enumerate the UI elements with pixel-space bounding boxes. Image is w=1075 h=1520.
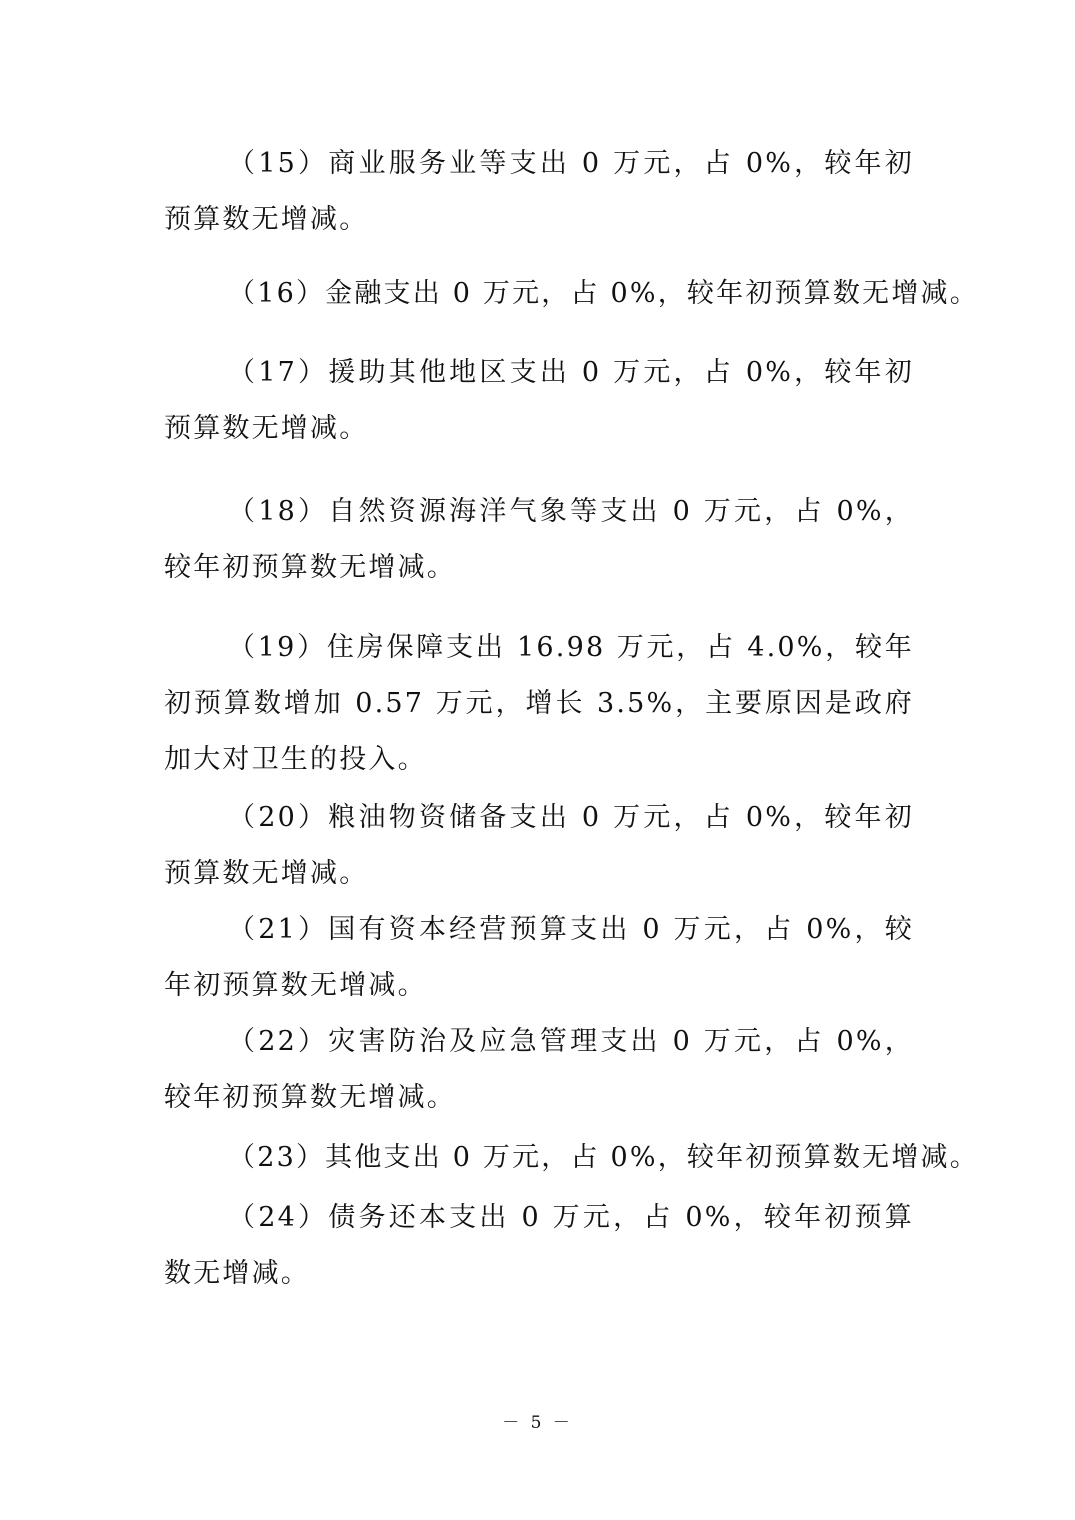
paragraph-17: （17）援助其他地区支出 0 万元，占 0%，较年初预算数无增减。 bbox=[164, 357, 914, 444]
page-number: － 5 － bbox=[502, 1413, 573, 1433]
paragraph-18: （18）自然资源海洋气象等支出 0 万元，占 0%，较年初预算数无增减。 bbox=[164, 496, 914, 583]
paragraph-15: （15）商业服务业等支出 0 万元，占 0%，较年初预算数无增减。 bbox=[164, 148, 914, 235]
paragraph-20: （20）粮油物资储备支出 0 万元，占 0%，较年初预算数无增减。 bbox=[164, 802, 914, 889]
paragraph-16: （16）金融支出 0 万元，占 0%，较年初预算数无增减。 bbox=[228, 278, 979, 309]
paragraph-23: （23）其他支出 0 万元，占 0%，较年初预算数无增减。 bbox=[228, 1142, 979, 1173]
paragraph-21: （21）国有资本经营预算支出 0 万元，占 0%，较年初预算数无增减。 bbox=[164, 914, 914, 1001]
paragraph-22: （22）灾害防治及应急管理支出 0 万元，占 0%，较年初预算数无增减。 bbox=[164, 1026, 914, 1113]
paragraph-24: （24）债务还本支出 0 万元，占 0%，较年初预算数无增减。 bbox=[164, 1202, 914, 1289]
paragraph-19: （19）住房保障支出 16.98 万元，占 4.0%，较年初预算数增加 0.57 万元，增长 3.5%，主要原因是政府加大对卫生的投入。 bbox=[164, 632, 914, 775]
